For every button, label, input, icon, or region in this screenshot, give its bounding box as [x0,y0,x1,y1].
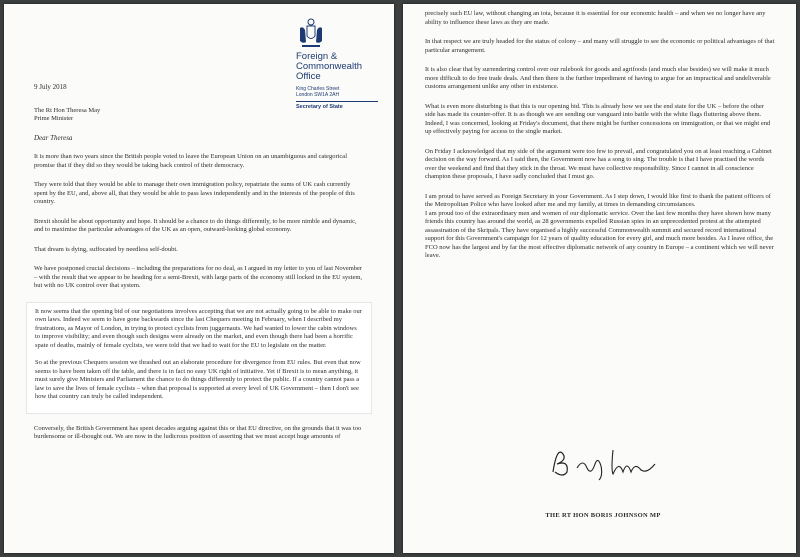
org-line-1: Foreign & [296,51,338,62]
paragraph: In that respect we are truly headed for the status of colony – and many will struggle to see the economic or political advantages of that particular arrangement. [425,38,775,54]
letter-body-page-1 [34,153,364,453]
recipient-name: The Rt Hon Theresa May [34,107,101,114]
recipient-block [34,107,100,123]
salutation: Dear Theresa [34,134,73,142]
letter-page-2 [403,4,796,553]
address-line-1: King Charles Street [296,86,340,92]
paragraph: They were told that they would be able to manage their own immigration policy, repatriate the sums of UK cash currently spent by the EU, and, above all, that they would be able to pass laws independently and in the interests of the people of this country. [34,181,355,205]
org-line-3: Office [296,71,321,82]
paragraph: I am proud to have served as Foreign Secretary in your Government. As I step down, I would like first to thank the patient officers of the Metropolitan Police who have looked after me and my family, at times in demanding circumstances. I am proud too of the extraordinary men and women of our diplomatic service. Over the last few months they have shown how many friends this country has around the world, as 28 governments expelled Russian spies in an unprecedented protest at the attempted assassination of the Skripals. They have organised a highly successful Commonwealth summit and secured record international support for this Government's campaign for 12 years of quality education for every girl, and much more besides. As I leave office, the FCO now has the largest and by far the most effective diplomatic network of any country in Europe – a continent which we will never leave. [425,192,774,259]
highlighted-paragraph: So at the previous Chequers session we thrashed out an elaborate procedure for divergence from EU rules. But even that now seems to have been taken off the table, and there is in fact no easy UK right of initiative. Yet if Brexit is to mean anything, it must surely give Ministers and Parliament the chance to do things differently to protect the public. If a country cannot pass a law to save the lives of female cyclists – when that proposal is supported at every level of UK Government – then I don't see how that country can truly be called independent. [35,359,361,400]
royal-coat-of-arms-icon [296,18,326,50]
paragraph: That dream is dying, suffocated by needless self-doubt. [34,245,178,253]
paragraph: It is more than two years since the British people voted to leave the European Union on an unambiguous and categorical promise that if they did so they would be taking back control of their democracy. [34,153,347,169]
paragraph: On Friday I acknowledged that my side of the argument were too few to prevail, and congratulated you on at least reaching a Cabinet decision on the way forward. As I said then, the Government now has a song to sing. The trouble is that I have practised the words over the weekend and find that they stick in the throat. We must have collective responsibility. Since I cannot in all conscience champion these proposals, I have sadly concluded that I must go. [425,147,772,180]
handwritten-signature [543,442,673,482]
letter-body-page-2 [425,10,775,272]
organisation-address [296,86,386,98]
letter-page-1 [4,4,394,553]
paragraph: precisely such EU law, without changing an iota, because it is essential for our economic health – and when we no longer have any ability to influence these laws as they are made. [425,10,766,26]
recipient-title: Prime Minister [34,115,74,122]
paragraph: Conversely, the British Government has spent decades arguing against this or that EU directive, on the grounds that it was too burdensome or ill-thought out. We are now in the ludicrous position of asserting that we must accept huge amounts of [34,424,362,440]
organisation-name [296,52,386,82]
org-line-2: Commonwealth [296,61,362,72]
paragraph: What is even more disturbing is that this is our opening bid. This is already how we see the end state for the UK – before the other side has made its counter-offer. It is as though we are sending our vanguard into battle with the white flags fluttering above them. Indeed, I was concerned, looking at Friday's document, that there might be further concessions on immigration, or that we might end up effectively paying for access to the single market. [425,102,771,135]
paragraph: It is also clear that by surrendering control over our rulebook for goods and agrifoods (and much else besides) we will make it much more difficult to do free trade deals. And then there is the further impediment of having to argue for an impractical and undeliverable customs arrangement unlike any other in existence. [425,66,771,90]
highlighted-paragraph: It now seems that the opening bid of our negotiations involves accepting that we are not actually going to be able to make our own laws. Indeed we seem to have gone backwards since the last Chequers meeting in February, when I described my frustrations, as Mayor of London, in trying to protect cyclists from juggernauts. We had wanted to lower the cabin windows to improve visibility; and even though such designs were already on the market, and even though there had been a horrific spate of deaths, mainly of female cyclists, we were told that we had to wait for the EU to legislate on the matter. [35,307,362,349]
paragraph: We have postponed crucial decisions – including the preparations for no deal, as I argued in my letter to you of last November – with the result that we appear to be heading for a semi-Brexit, with large parts of the economy still locked in the EU system, but with no UK control over that system. [34,265,363,289]
signatory-name: THE RT HON BORIS JOHNSON MP [545,512,661,519]
highlighted-passage [26,302,372,414]
sender-role: Secretary of State [296,104,343,110]
letter-date: 9 July 2018 [34,83,67,91]
paragraph: Brexit should be about opportunity and hope. It should be a chance to do things differently, to be more nimble and dynamic, and to maximise the particular advantages of the UK as an open, outward-looking global economy. [34,217,357,233]
address-line-2: London SW1A 2AH [296,92,340,98]
letterhead-divider [296,101,378,102]
